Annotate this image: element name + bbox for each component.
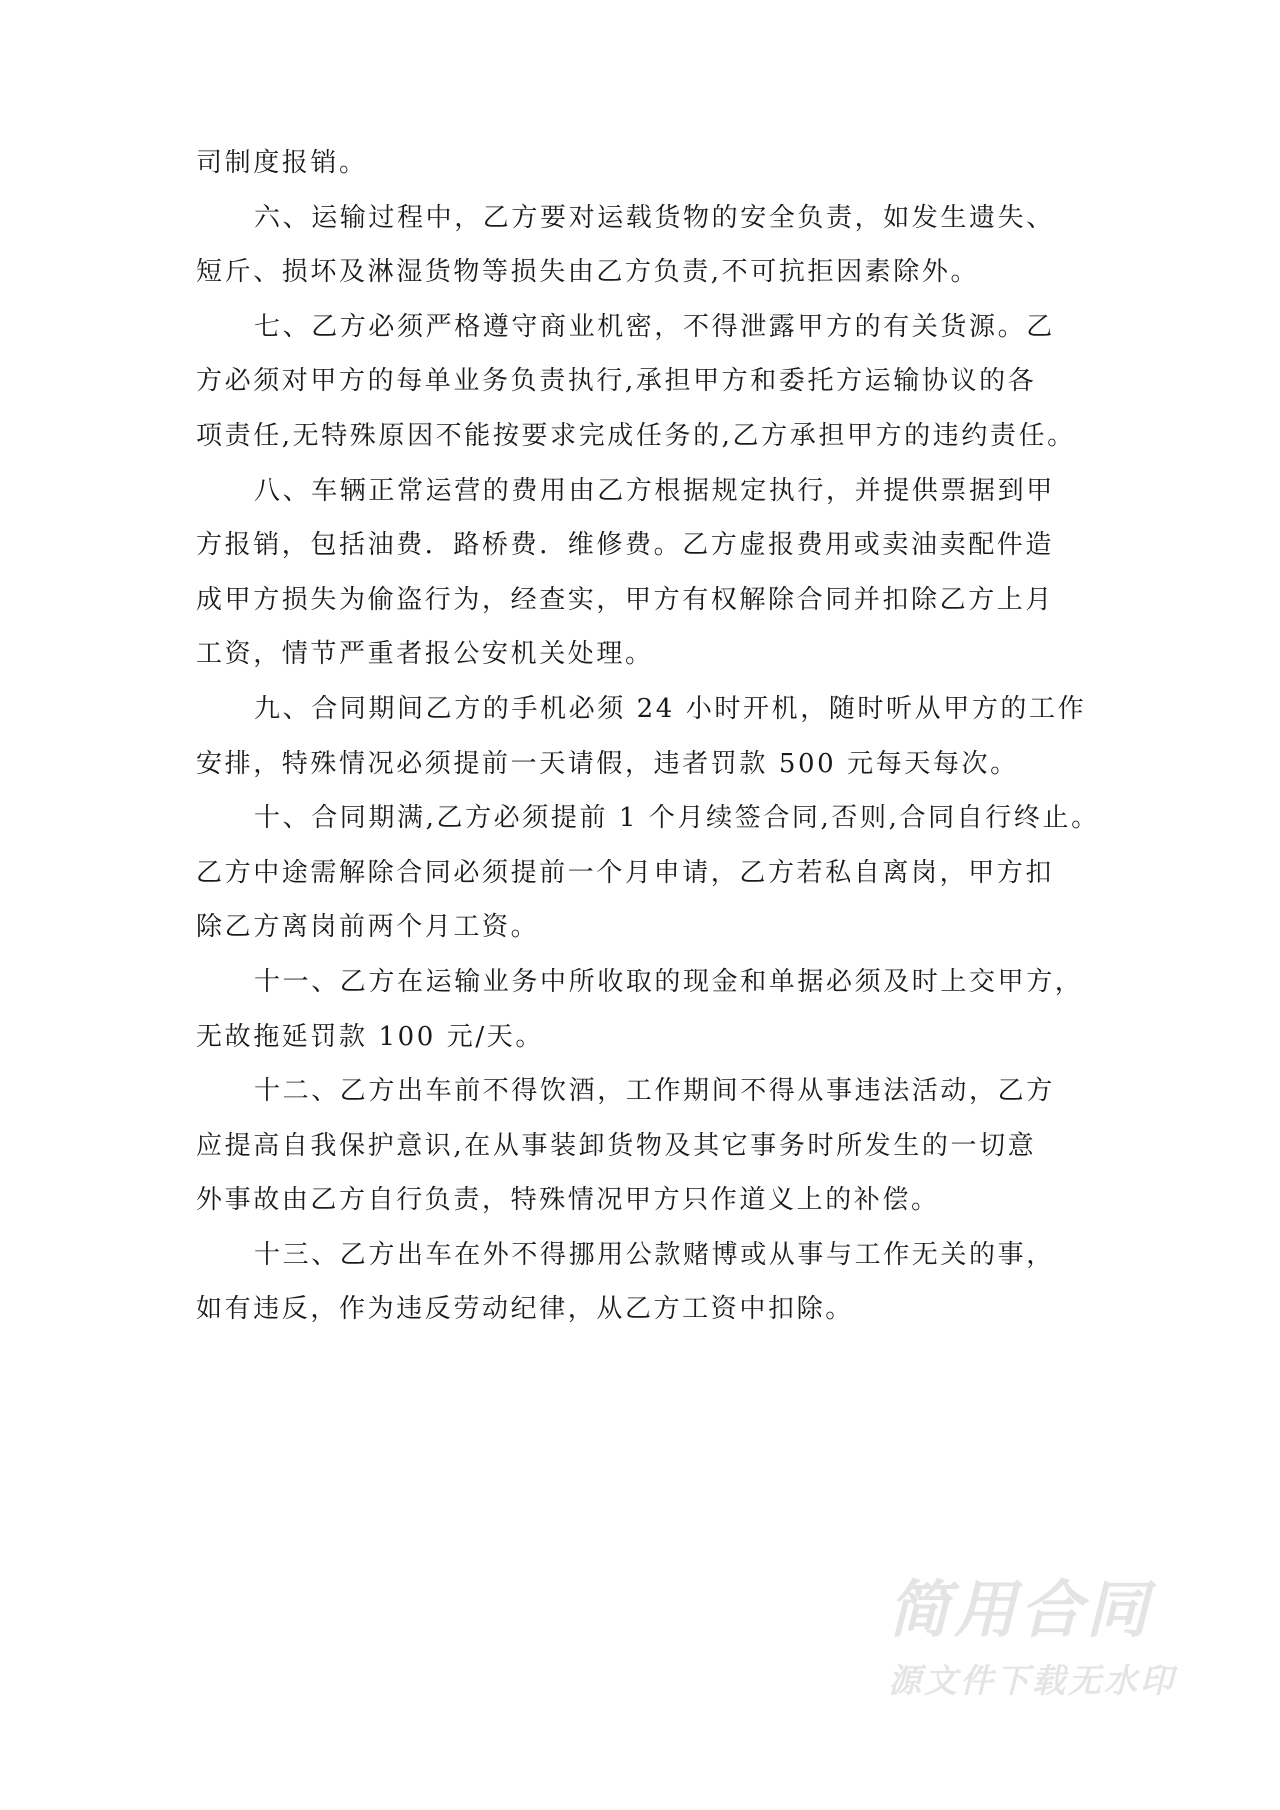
text-line: 安排，特殊情况必须提前一天请假，违者罚款 500 元每天每次。 xyxy=(196,748,1019,779)
text-line: 十、合同期满,乙方必须提前 1 个月续签合同,否则,合同自行终止。 xyxy=(254,803,1100,834)
text-line: 司制度报销。 xyxy=(196,148,368,178)
text-line: 七、乙方必须严格遵守商业机密，不得泄露甲方的有关货源。乙 xyxy=(254,311,1055,342)
text-line: 十二、乙方出车前不得饮酒，工作期间不得从事违法活动，乙方 xyxy=(254,1076,1055,1107)
text-line: 项责任,无特殊原因不能按要求完成任务的,乙方承担甲方的违约责任。 xyxy=(196,420,1076,451)
watermark-subtitle: 源文件下载无水印 xyxy=(888,1661,1176,1700)
text-line: 应提高自我保护意识,在从事装卸货物及其它事务时所发生的一切意 xyxy=(196,1130,1037,1161)
text-line: 外事故由乙方自行负责，特殊情况甲方只作道义上的补偿。 xyxy=(196,1185,940,1216)
text-line: 八、车辆正常运营的费用由乙方根据规定执行，并提供票据到甲 xyxy=(254,475,1055,506)
text-line: 工资，情节严重者报公安机关处理。 xyxy=(196,639,654,670)
watermark xyxy=(880,1570,1220,1706)
text-line: 十三、乙方出车在外不得挪用公款赌博或从事与工作无关的事， xyxy=(254,1239,1055,1270)
text-line: 乙方中途需解除合同必须提前一个月申请，乙方若私自离岗，甲方扣 xyxy=(196,857,1055,888)
text-line: 十一、乙方在运输业务中所收取的现金和单据必须及时上交甲方， xyxy=(254,966,1084,997)
text-line: 无故拖延罚款 100 元/天。 xyxy=(196,1021,544,1052)
text-line: 如有违反，作为违反劳动纪律，从乙方工资中扣除。 xyxy=(196,1294,854,1325)
text-line: 方报销，包括油费．路桥费．维修费。乙方虚报费用或卖油卖配件造 xyxy=(196,530,1055,561)
text-line: 短斤、损坏及淋湿货物等损失由乙方负责,不可抗拒因素除外。 xyxy=(196,257,980,288)
text-line: 六、运输过程中，乙方要对运载货物的安全负责，如发生遗失、 xyxy=(254,202,1055,233)
text-line: 九、合同期间乙方的手机必须 24 小时开机，随时听从甲方的工作 xyxy=(254,693,1087,724)
watermark-title: 简用合同 xyxy=(888,1573,1153,1646)
text-line: 成甲方损失为偷盗行为，经查实，甲方有权解除合同并扣除乙方上月 xyxy=(196,584,1055,615)
text-line: 除乙方离岗前两个月工资。 xyxy=(196,912,540,943)
text-line: 方必须对甲方的每单业务负责执行,承担甲方和委托方运输协议的各 xyxy=(196,366,1037,397)
document-page xyxy=(196,136,1116,1337)
